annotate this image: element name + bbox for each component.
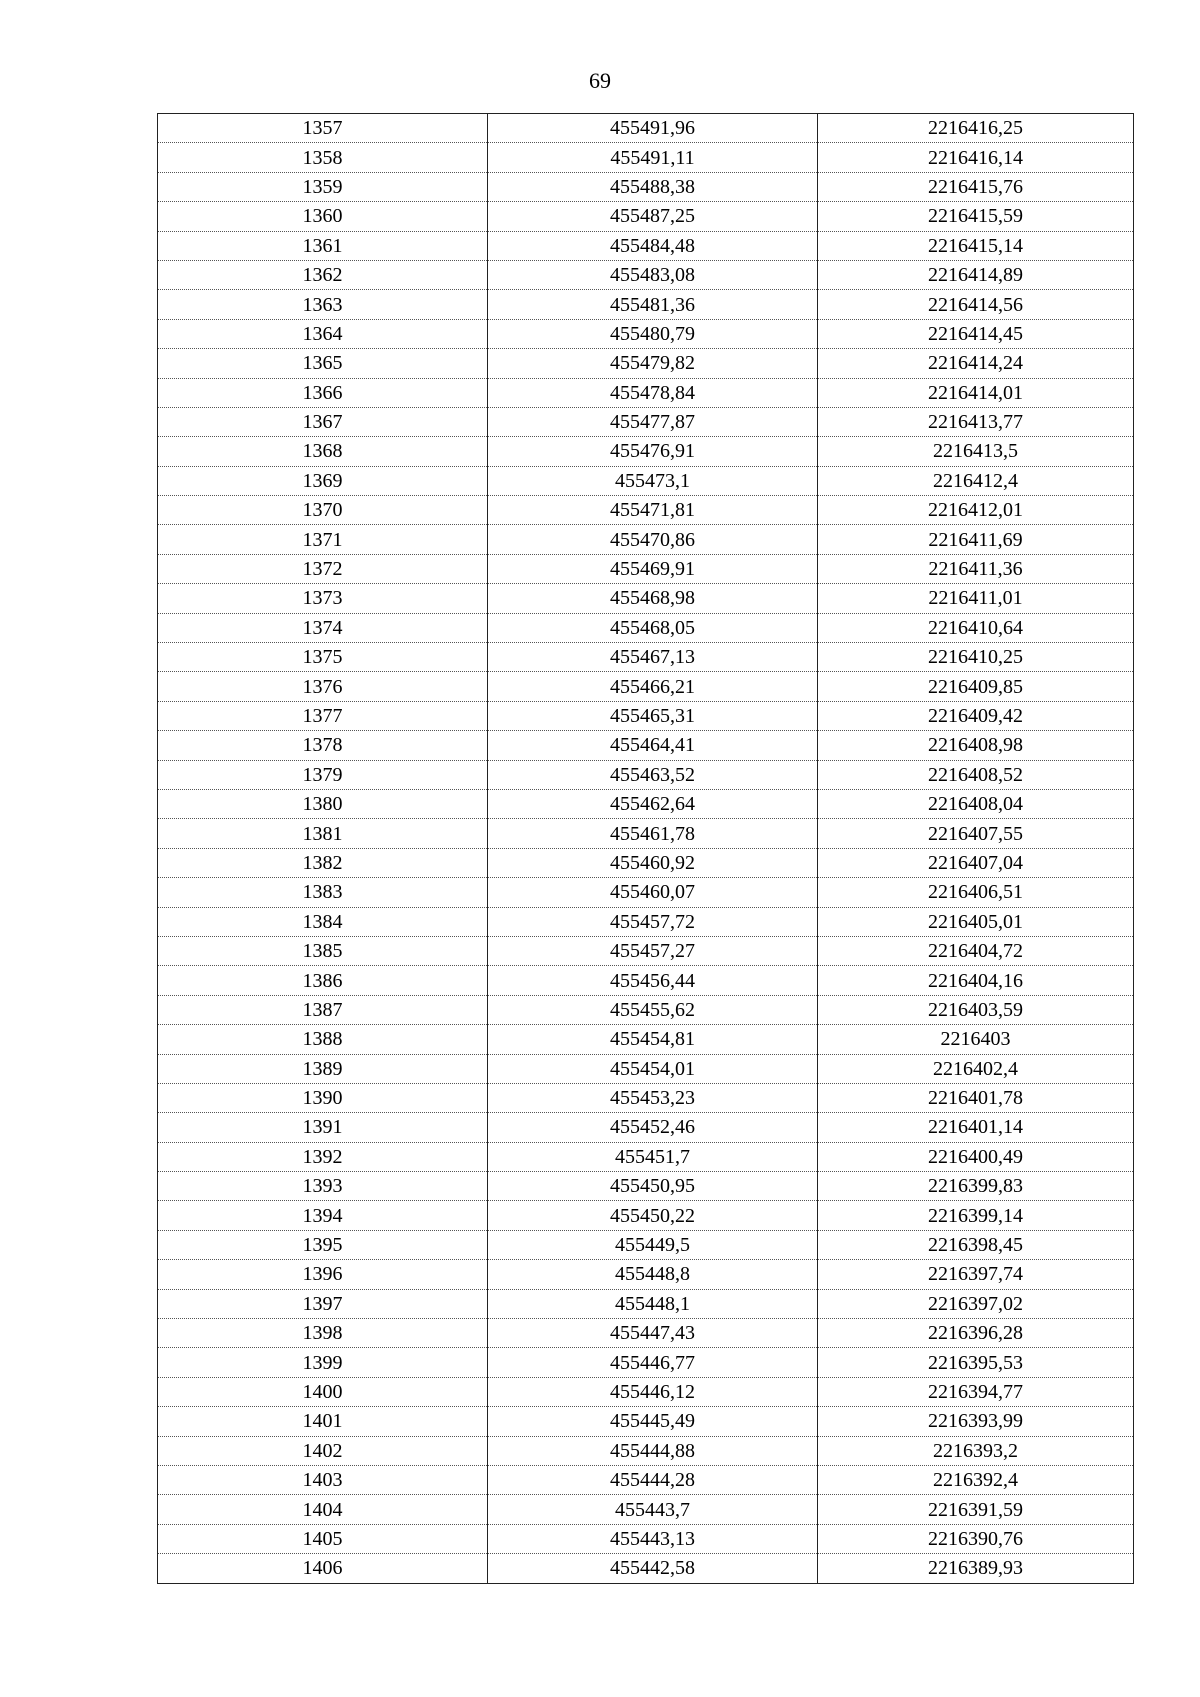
y-coordinate-cell: 2216411,36 <box>818 554 1134 583</box>
y-coordinate-cell: 2216397,74 <box>818 1260 1134 1289</box>
table-row <box>158 613 1134 642</box>
page-number: 69 <box>589 68 611 93</box>
point-number-cell: 1390 <box>158 1083 488 1112</box>
point-number-cell: 1369 <box>158 466 488 495</box>
y-coordinate-cell: 2216414,45 <box>818 319 1134 348</box>
point-number-cell: 1389 <box>158 1054 488 1083</box>
table-row <box>158 466 1134 495</box>
x-coordinate-cell: 455446,77 <box>488 1348 818 1377</box>
y-coordinate-cell: 2216411,01 <box>818 584 1134 613</box>
table-row <box>158 643 1134 672</box>
table-row <box>158 1201 1134 1230</box>
y-coordinate-cell: 2216403,59 <box>818 995 1134 1024</box>
x-coordinate-cell: 455451,7 <box>488 1142 818 1171</box>
x-coordinate-cell: 455480,79 <box>488 319 818 348</box>
table-row <box>158 260 1134 289</box>
point-number-cell: 1404 <box>158 1495 488 1524</box>
point-number-cell: 1392 <box>158 1142 488 1171</box>
y-coordinate-cell: 2216393,2 <box>818 1436 1134 1465</box>
y-coordinate-cell: 2216393,99 <box>818 1407 1134 1436</box>
point-number-cell: 1384 <box>158 907 488 936</box>
point-number-cell: 1398 <box>158 1319 488 1348</box>
y-coordinate-cell: 2216401,78 <box>818 1083 1134 1112</box>
table-row <box>158 672 1134 701</box>
y-coordinate-cell: 2216400,49 <box>818 1142 1134 1171</box>
x-coordinate-cell: 455457,27 <box>488 936 818 965</box>
x-coordinate-cell: 455454,81 <box>488 1025 818 1054</box>
x-coordinate-cell: 455444,28 <box>488 1465 818 1494</box>
point-number-cell: 1382 <box>158 848 488 877</box>
y-coordinate-cell: 2216407,04 <box>818 848 1134 877</box>
x-coordinate-cell: 455443,7 <box>488 1495 818 1524</box>
table-row <box>158 848 1134 877</box>
point-number-cell: 1394 <box>158 1201 488 1230</box>
y-coordinate-cell: 2216416,14 <box>818 143 1134 172</box>
x-coordinate-cell: 455442,58 <box>488 1554 818 1583</box>
y-coordinate-cell: 2216414,89 <box>818 260 1134 289</box>
table-row <box>158 1495 1134 1524</box>
y-coordinate-cell: 2216403 <box>818 1025 1134 1054</box>
table-row <box>158 1113 1134 1142</box>
table-row <box>158 1465 1134 1494</box>
table-row <box>158 143 1134 172</box>
point-number-cell: 1361 <box>158 231 488 260</box>
table-row <box>158 349 1134 378</box>
y-coordinate-cell: 2216401,14 <box>818 1113 1134 1142</box>
y-coordinate-cell: 2216405,01 <box>818 907 1134 936</box>
point-number-cell: 1359 <box>158 172 488 201</box>
y-coordinate-cell: 2216416,25 <box>818 114 1134 143</box>
point-number-cell: 1383 <box>158 878 488 907</box>
table-row <box>158 231 1134 260</box>
point-number-cell: 1362 <box>158 260 488 289</box>
point-number-cell: 1370 <box>158 496 488 525</box>
point-number-cell: 1387 <box>158 995 488 1024</box>
y-coordinate-cell: 2216412,4 <box>818 466 1134 495</box>
y-coordinate-cell: 2216398,45 <box>818 1230 1134 1259</box>
table-row <box>158 760 1134 789</box>
y-coordinate-cell: 2216404,16 <box>818 966 1134 995</box>
table-row <box>158 114 1134 143</box>
table-row <box>158 496 1134 525</box>
y-coordinate-cell: 2216389,93 <box>818 1554 1134 1583</box>
x-coordinate-cell: 455462,64 <box>488 789 818 818</box>
x-coordinate-cell: 455448,1 <box>488 1289 818 1318</box>
table-row <box>158 878 1134 907</box>
y-coordinate-cell: 2216413,5 <box>818 437 1134 466</box>
y-coordinate-cell: 2216407,55 <box>818 819 1134 848</box>
table-row <box>158 1436 1134 1465</box>
table-row <box>158 1083 1134 1112</box>
point-number-cell: 1396 <box>158 1260 488 1289</box>
table-row <box>158 995 1134 1024</box>
y-coordinate-cell: 2216410,25 <box>818 643 1134 672</box>
point-number-cell: 1388 <box>158 1025 488 1054</box>
y-coordinate-cell: 2216399,83 <box>818 1172 1134 1201</box>
x-coordinate-cell: 455481,36 <box>488 290 818 319</box>
table-row <box>158 1407 1134 1436</box>
table-row <box>158 1054 1134 1083</box>
table-row <box>158 907 1134 936</box>
x-coordinate-cell: 455463,52 <box>488 760 818 789</box>
point-number-cell: 1403 <box>158 1465 488 1494</box>
x-coordinate-cell: 455479,82 <box>488 349 818 378</box>
x-coordinate-cell: 455468,05 <box>488 613 818 642</box>
y-coordinate-cell: 2216394,77 <box>818 1377 1134 1406</box>
y-coordinate-cell: 2216415,14 <box>818 231 1134 260</box>
point-number-cell: 1391 <box>158 1113 488 1142</box>
point-number-cell: 1385 <box>158 936 488 965</box>
x-coordinate-cell: 455465,31 <box>488 701 818 730</box>
x-coordinate-cell: 455461,78 <box>488 819 818 848</box>
table-row <box>158 1524 1134 1553</box>
y-coordinate-cell: 2216408,04 <box>818 789 1134 818</box>
table-row <box>158 1260 1134 1289</box>
x-coordinate-cell: 455491,96 <box>488 114 818 143</box>
y-coordinate-cell: 2216396,28 <box>818 1319 1134 1348</box>
x-coordinate-cell: 455477,87 <box>488 407 818 436</box>
table-row <box>158 584 1134 613</box>
x-coordinate-cell: 455452,46 <box>488 1113 818 1142</box>
table-row <box>158 701 1134 730</box>
y-coordinate-cell: 2216392,4 <box>818 1465 1134 1494</box>
table-row <box>158 172 1134 201</box>
point-number-cell: 1366 <box>158 378 488 407</box>
table-row <box>158 1554 1134 1583</box>
point-number-cell: 1358 <box>158 143 488 172</box>
x-coordinate-cell: 455464,41 <box>488 731 818 760</box>
x-coordinate-cell: 455455,62 <box>488 995 818 1024</box>
point-number-cell: 1402 <box>158 1436 488 1465</box>
point-number-cell: 1399 <box>158 1348 488 1377</box>
point-number-cell: 1406 <box>158 1554 488 1583</box>
point-number-cell: 1397 <box>158 1289 488 1318</box>
point-number-cell: 1376 <box>158 672 488 701</box>
y-coordinate-cell: 2216402,4 <box>818 1054 1134 1083</box>
table-row <box>158 966 1134 995</box>
y-coordinate-cell: 2216414,01 <box>818 378 1134 407</box>
table-row <box>158 202 1134 231</box>
y-coordinate-cell: 2216390,76 <box>818 1524 1134 1553</box>
table-row <box>158 1348 1134 1377</box>
point-number-cell: 1364 <box>158 319 488 348</box>
y-coordinate-cell: 2216391,59 <box>818 1495 1134 1524</box>
y-coordinate-cell: 2216404,72 <box>818 936 1134 965</box>
x-coordinate-cell: 455467,13 <box>488 643 818 672</box>
x-coordinate-cell: 455460,92 <box>488 848 818 877</box>
x-coordinate-cell: 455484,48 <box>488 231 818 260</box>
x-coordinate-cell: 455457,72 <box>488 907 818 936</box>
table-row <box>158 1142 1134 1171</box>
point-number-cell: 1401 <box>158 1407 488 1436</box>
point-number-cell: 1381 <box>158 819 488 848</box>
x-coordinate-cell: 455476,91 <box>488 437 818 466</box>
table-row <box>158 1172 1134 1201</box>
x-coordinate-cell: 455471,81 <box>488 496 818 525</box>
x-coordinate-cell: 455453,23 <box>488 1083 818 1112</box>
table-row <box>158 407 1134 436</box>
point-number-cell: 1360 <box>158 202 488 231</box>
point-number-cell: 1363 <box>158 290 488 319</box>
x-coordinate-cell: 455443,13 <box>488 1524 818 1553</box>
table-row <box>158 819 1134 848</box>
y-coordinate-cell: 2216415,76 <box>818 172 1134 201</box>
point-number-cell: 1367 <box>158 407 488 436</box>
x-coordinate-cell: 455487,25 <box>488 202 818 231</box>
y-coordinate-cell: 2216408,52 <box>818 760 1134 789</box>
table-row <box>158 1319 1134 1348</box>
coordinates-table-body <box>158 114 1134 1584</box>
y-coordinate-cell: 2216412,01 <box>818 496 1134 525</box>
y-coordinate-cell: 2216414,24 <box>818 349 1134 378</box>
x-coordinate-cell: 455483,08 <box>488 260 818 289</box>
x-coordinate-cell: 455444,88 <box>488 1436 818 1465</box>
table-row <box>158 731 1134 760</box>
table-row <box>158 378 1134 407</box>
point-number-cell: 1373 <box>158 584 488 613</box>
x-coordinate-cell: 455448,8 <box>488 1260 818 1289</box>
point-number-cell: 1365 <box>158 349 488 378</box>
x-coordinate-cell: 455468,98 <box>488 584 818 613</box>
point-number-cell: 1372 <box>158 554 488 583</box>
y-coordinate-cell: 2216413,77 <box>818 407 1134 436</box>
y-coordinate-cell: 2216409,42 <box>818 701 1134 730</box>
point-number-cell: 1377 <box>158 701 488 730</box>
y-coordinate-cell: 2216408,98 <box>818 731 1134 760</box>
y-coordinate-cell: 2216414,56 <box>818 290 1134 319</box>
table-row <box>158 936 1134 965</box>
point-number-cell: 1405 <box>158 1524 488 1553</box>
x-coordinate-cell: 455491,11 <box>488 143 818 172</box>
y-coordinate-cell: 2216399,14 <box>818 1201 1134 1230</box>
x-coordinate-cell: 455447,43 <box>488 1319 818 1348</box>
table-row <box>158 437 1134 466</box>
x-coordinate-cell: 455450,95 <box>488 1172 818 1201</box>
x-coordinate-cell: 455460,07 <box>488 878 818 907</box>
y-coordinate-cell: 2216397,02 <box>818 1289 1134 1318</box>
point-number-cell: 1380 <box>158 789 488 818</box>
point-number-cell: 1357 <box>158 114 488 143</box>
x-coordinate-cell: 455473,1 <box>488 466 818 495</box>
coordinates-table <box>157 113 1134 1584</box>
point-number-cell: 1395 <box>158 1230 488 1259</box>
y-coordinate-cell: 2216409,85 <box>818 672 1134 701</box>
y-coordinate-cell: 2216410,64 <box>818 613 1134 642</box>
x-coordinate-cell: 455454,01 <box>488 1054 818 1083</box>
point-number-cell: 1374 <box>158 613 488 642</box>
point-number-cell: 1375 <box>158 643 488 672</box>
point-number-cell: 1400 <box>158 1377 488 1406</box>
point-number-cell: 1393 <box>158 1172 488 1201</box>
x-coordinate-cell: 455470,86 <box>488 525 818 554</box>
x-coordinate-cell: 455445,49 <box>488 1407 818 1436</box>
table-row <box>158 1289 1134 1318</box>
table-row <box>158 554 1134 583</box>
point-number-cell: 1368 <box>158 437 488 466</box>
x-coordinate-cell: 455456,44 <box>488 966 818 995</box>
table-row <box>158 1377 1134 1406</box>
table-row <box>158 525 1134 554</box>
point-number-cell: 1379 <box>158 760 488 789</box>
x-coordinate-cell: 455450,22 <box>488 1201 818 1230</box>
y-coordinate-cell: 2216395,53 <box>818 1348 1134 1377</box>
x-coordinate-cell: 455469,91 <box>488 554 818 583</box>
x-coordinate-cell: 455449,5 <box>488 1230 818 1259</box>
x-coordinate-cell: 455446,12 <box>488 1377 818 1406</box>
x-coordinate-cell: 455478,84 <box>488 378 818 407</box>
table-row <box>158 789 1134 818</box>
x-coordinate-cell: 455466,21 <box>488 672 818 701</box>
y-coordinate-cell: 2216411,69 <box>818 525 1134 554</box>
point-number-cell: 1386 <box>158 966 488 995</box>
y-coordinate-cell: 2216406,51 <box>818 878 1134 907</box>
x-coordinate-cell: 455488,38 <box>488 172 818 201</box>
table-row <box>158 290 1134 319</box>
y-coordinate-cell: 2216415,59 <box>818 202 1134 231</box>
table-row <box>158 1230 1134 1259</box>
table-row <box>158 319 1134 348</box>
point-number-cell: 1378 <box>158 731 488 760</box>
point-number-cell: 1371 <box>158 525 488 554</box>
table-row <box>158 1025 1134 1054</box>
